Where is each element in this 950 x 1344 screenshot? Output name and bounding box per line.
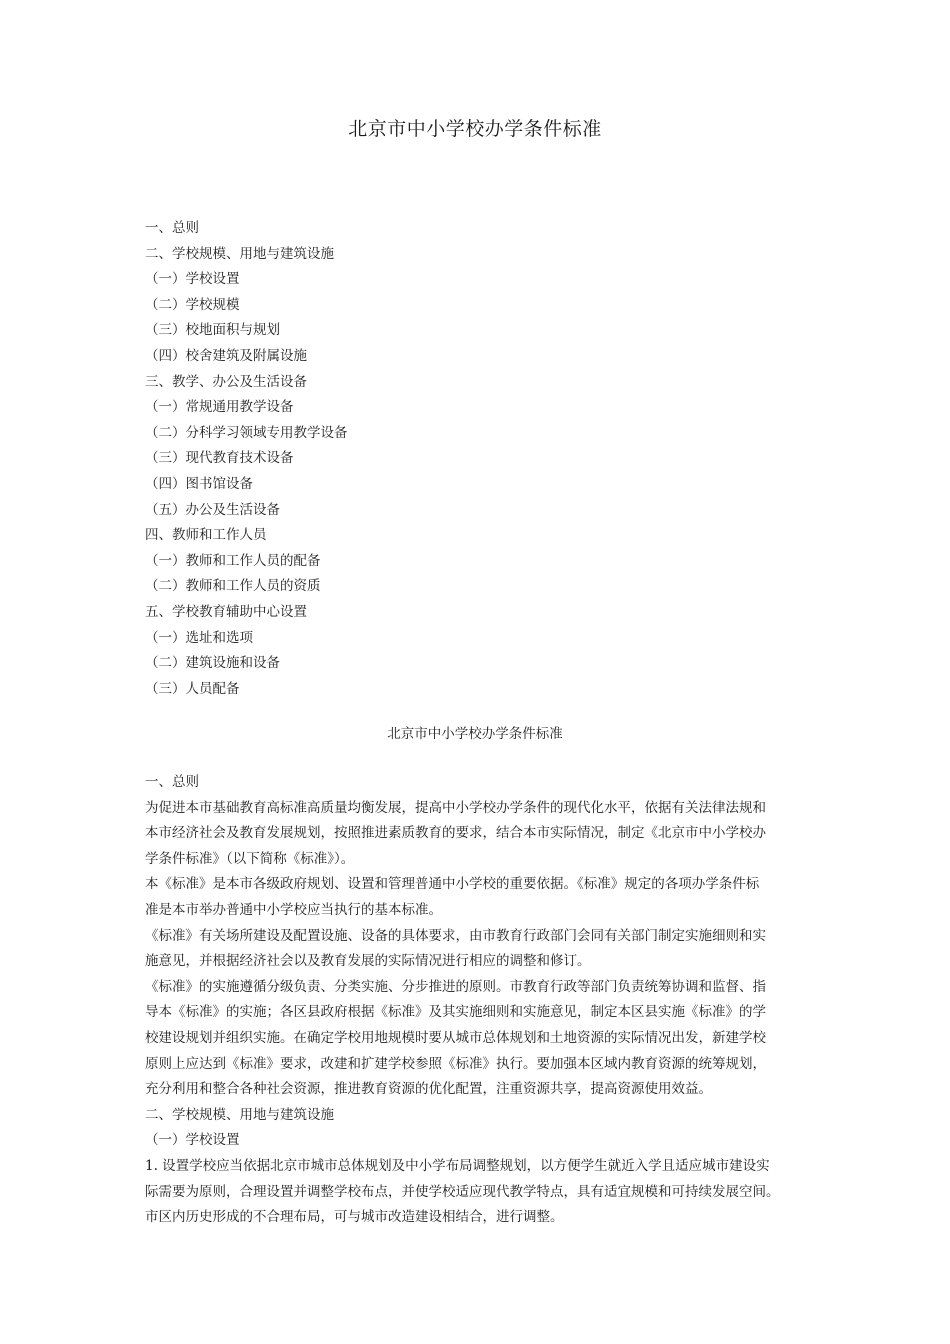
toc-item: （二）教师和工作人员的资质 [145, 578, 321, 595]
body-line: 际需要为原则，合理设置并调整学校布点，并使学校适应现代教学特点，具有适宜规模和可持续发展空间。 [145, 1183, 780, 1200]
body-line: 导本《标准》的实施；各区县政府根据《标准》及其实施细则和实施意见，制定本区县实施《标准》的学 [145, 1004, 766, 1021]
toc-item: （五）办公及生活设备 [145, 501, 280, 518]
body-line: 本市经济社会及教育发展规划，按照推进素质教育的要求，结合本市实际情况，制定《北京市中小学校办 [145, 825, 766, 842]
body-line: 1. 设置学校应当依据北京市城市总体规划及中小学布局调整规划，以方便学生就近入学且适应城市建设实 [145, 1157, 770, 1174]
body-line: 施意见，并根据经济社会以及教育发展的实际情况进行相应的调整和修订。 [145, 953, 591, 970]
toc-item: （一）选址和选项 [145, 629, 253, 646]
toc-item: （三）校地面积与规划 [145, 322, 280, 339]
body-line: 二、学校规模、用地与建筑设施 [145, 1106, 334, 1123]
toc-item: 三、教学、办公及生活设备 [145, 373, 307, 390]
toc-item: （二）建筑设施和设备 [145, 655, 280, 672]
toc-item: （二）学校规模 [145, 296, 240, 313]
document-title: 北京市中小学校办学条件标准 [348, 118, 602, 140]
body-line: 学条件标准》（以下简称《标准》）。 [145, 850, 355, 867]
body-line: 本《标准》是本市各级政府规划、设置和管理普通中小学校的重要依据。《标准》规定的各项办学条件标 [145, 876, 760, 893]
toc-item: （三）现代教育技术设备 [145, 450, 294, 467]
toc-item: 四、教师和工作人员 [145, 527, 267, 544]
toc-item: （一）学校设置 [145, 271, 240, 288]
section-title: 北京市中小学校办学条件标准 [387, 726, 563, 742]
body-line: （一）学校设置 [145, 1132, 240, 1149]
toc-item: （四）校舍建筑及附属设施 [145, 347, 307, 364]
toc-item: （四）图书馆设备 [145, 475, 253, 492]
body-line: 《标准》的实施遵循分级负责、分类实施、分步推进的原则。市教育行政等部门负责统筹协调和监督、指 [145, 978, 766, 995]
toc-item: （三）人员配备 [145, 680, 240, 697]
table-of-contents [145, 216, 815, 702]
body-line: 充分利用和整合各种社会资源，推进教育资源的优化配置，注重资源共享，提高资源使用效益。 [145, 1081, 712, 1098]
body-line: 为促进本市基础教育高标准高质量均衡发展，提高中小学校办学条件的现代化水平，依据有关法律法规和 [145, 799, 766, 816]
body-line: 原则上应达到《标准》要求，改建和扩建学校参照《标准》执行。要加强本区域内教育资源的统筹规划， [145, 1055, 766, 1072]
body-line: 市区内历史形成的不合理布局，可与城市改造建设相结合，进行调整。 [145, 1209, 564, 1226]
toc-item: （一）常规通用教学设备 [145, 399, 294, 416]
document-body [145, 770, 810, 1231]
body-line: 准是本市举办普通中小学校应当执行的基本标准。 [145, 901, 442, 918]
body-line: 《标准》有关场所建设及配置设施、设备的具体要求，由市教育行政部门会同有关部门制定实施细则和实 [145, 927, 766, 944]
body-line: 一、总则 [145, 774, 199, 790]
toc-item: 五、学校教育辅助中心设置 [145, 603, 307, 620]
toc-item: 二、学校规模、用地与建筑设施 [145, 245, 334, 262]
body-line: 校建设规划并组织实施。在确定学校用地规模时要从城市总体规划和土地资源的实际情况出发，新建学校 [145, 1029, 766, 1046]
toc-item: （二）分科学习领域专用教学设备 [145, 424, 348, 441]
toc-item: （一）教师和工作人员的配备 [145, 552, 321, 569]
toc-item: 一、总则 [145, 220, 199, 236]
